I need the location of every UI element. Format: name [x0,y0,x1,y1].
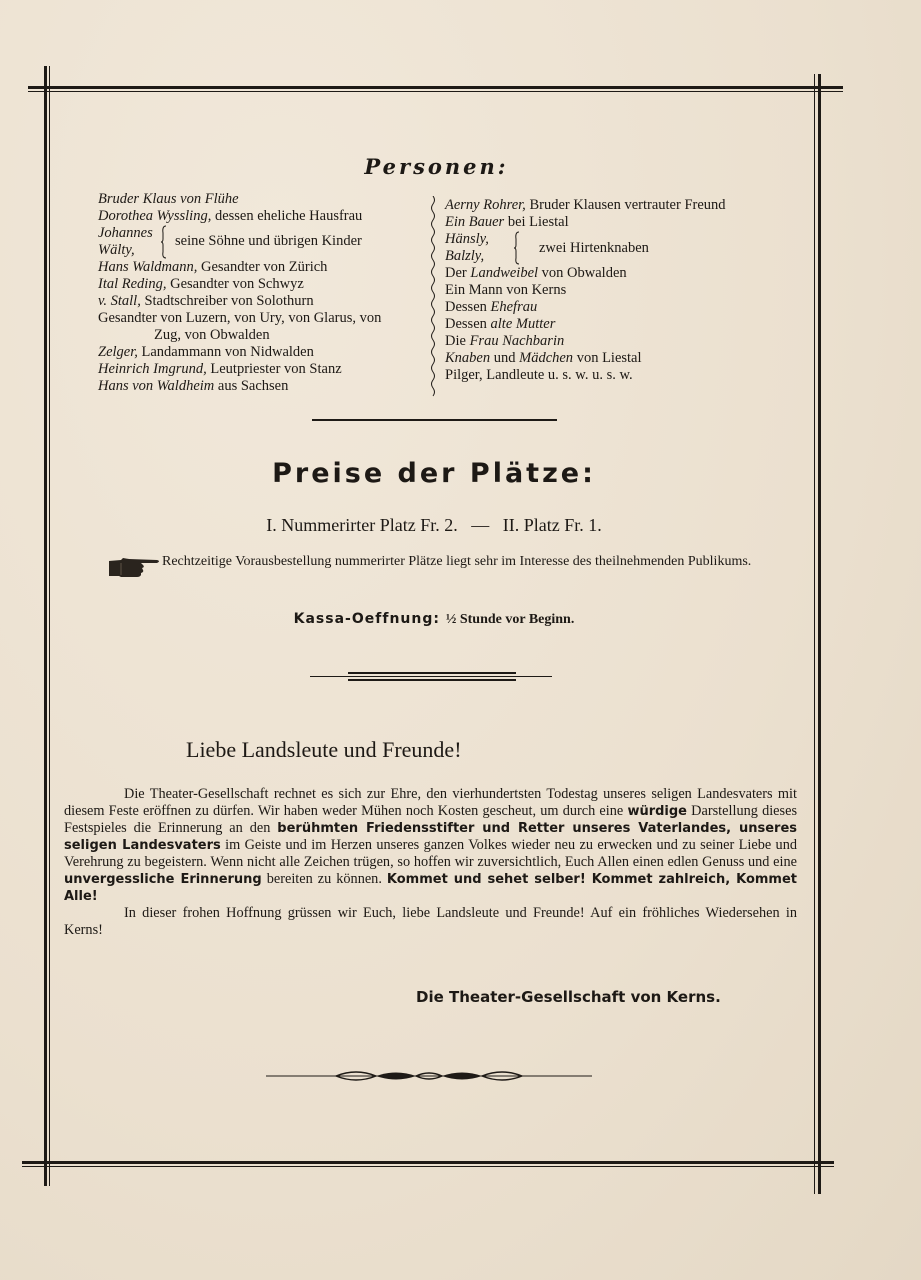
frame-top-rule [28,86,843,89]
pointing-hand-icon [107,557,161,579]
cast-entry: Dessen alte Mutter [445,316,556,332]
brace-icon [513,231,521,265]
cast-list-right [445,197,726,384]
address-heading: Liebe Landsleute und Freunde! [186,737,462,762]
prices-line: I. Nummerirter Platz Fr. 2. — II. Platz Fr. 1. [266,515,602,535]
cast-entry: Dorothea Wyssling, dessen eheliche Hausfrau [98,208,363,224]
cast-entry: Zelger, Landammann von Nidwalden [98,344,314,360]
cast-entry: Heinrich Imgrund, Leutpriester von Stanz [98,361,342,377]
cast-entry: v. Stall, Stadtschreiber von Solothurn [98,293,314,309]
cast-entry: Ein Bauer bei Liestal [445,214,569,230]
section-divider [312,419,557,421]
cast-entry: Hans Waldmann, Gesandter von Zürich [98,259,328,275]
frame-bottom-rule [22,1161,834,1164]
frame-bottom-rule-thin [22,1166,834,1167]
cast-entry: Knaben und Mädchen von Liestal [445,350,642,366]
ornament-divider [266,1066,592,1086]
cast-entry: Hans von Waldheim aus Sachsen [98,378,289,394]
double-rule-middle [310,676,552,677]
frame-right-rule-thin [814,74,815,1194]
personen-title: Personen: [364,154,509,179]
kassa-label: Kassa-Oeffnung: [293,611,440,627]
reservation-note: Rechtzeitige Vorausbestellung nummerirter Plätze liegt sehr im Interesse des theilnehmenden Publikums. [162,554,752,569]
double-rule-top [348,672,516,674]
address-paragraph: Die Theater-Gesellschaft rechnet es sich zur Ehre, den vierhundertsten Todestag unseres seligen Landesvaters mit diesem Feste eröffnen zu dürfen. Wir haben weder Mühen noch Kosten gescheut, um durch eine würdige Darstellung dieses Festspieles die Erinnerung an den berühmten Friedensstifter und Retter unseres Vaterlandes, unseres seligen Landesvaters im Geiste und im Herzen unseres ganzen Volkes wieder neu zu erwecken und zu seiner Liebe und Verehrung zu begeistern. Wenn nicht alle Zeichen trügen, so hoffen wir zuversichtlich, Euch Allen einen edlen Genuss und eine unvergessliche Erinnerung bereiten zu können. Kommet und sehet selber! Kommet zahlreich, Kommet Alle! [64,786,798,904]
cast-entry: Ein Mann von Kerns [445,282,567,298]
column-divider [428,196,438,400]
address-paragraph: In dieser frohen Hoffnung grüssen wir Euch, liebe Landsleute und Freunde! Auf ein fröhliches Wiedersehen in Kerns! [64,905,797,938]
kassa-value: ½ Stunde vor Beginn. [445,612,575,627]
cast-list-left [98,191,381,395]
cast-entry: Gesandter von Luzern, von Ury, von Glarus, von [98,310,382,326]
frame-top-rule-thin [28,91,843,92]
prices-title: Preise der Plätze: [272,458,596,489]
double-rule-bottom [348,679,516,681]
brace-label: seine Söhne und übrigen Kinder [175,233,362,249]
brace-label: zwei Hirtenknaben [539,240,649,256]
cast-entry-group: Hänsly, Balzly, zwei Hirtenknaben [445,231,649,264]
cast-entry: Aerny Rohrer, Bruder Klausen vertrauter Freund [445,197,726,213]
cast-entry: Ital Reding, Gesandter von Schwyz [98,276,304,292]
brace-icon [160,225,168,259]
frame-right-rule [818,74,821,1194]
cast-entry: Dessen Ehefrau [445,299,538,315]
cast-entry-group: Johannes Wälty, seine Söhne und übrigen Kinder [98,225,362,258]
cast-entry: Der Landweibel von Obwalden [445,265,627,281]
cast-entry: Bruder Klaus von Flühe [98,191,239,207]
signature: Die Theater-Gesellschaft von Kerns. [416,988,721,1006]
cast-entry: Pilger, Landleute u. s. w. u. s. w. [445,367,633,383]
address-body [64,786,797,939]
cast-entry: Zug, von Obwalden [154,327,270,343]
cast-entry: Die Frau Nachbarin [445,333,565,349]
kassa-line [0,611,868,628]
